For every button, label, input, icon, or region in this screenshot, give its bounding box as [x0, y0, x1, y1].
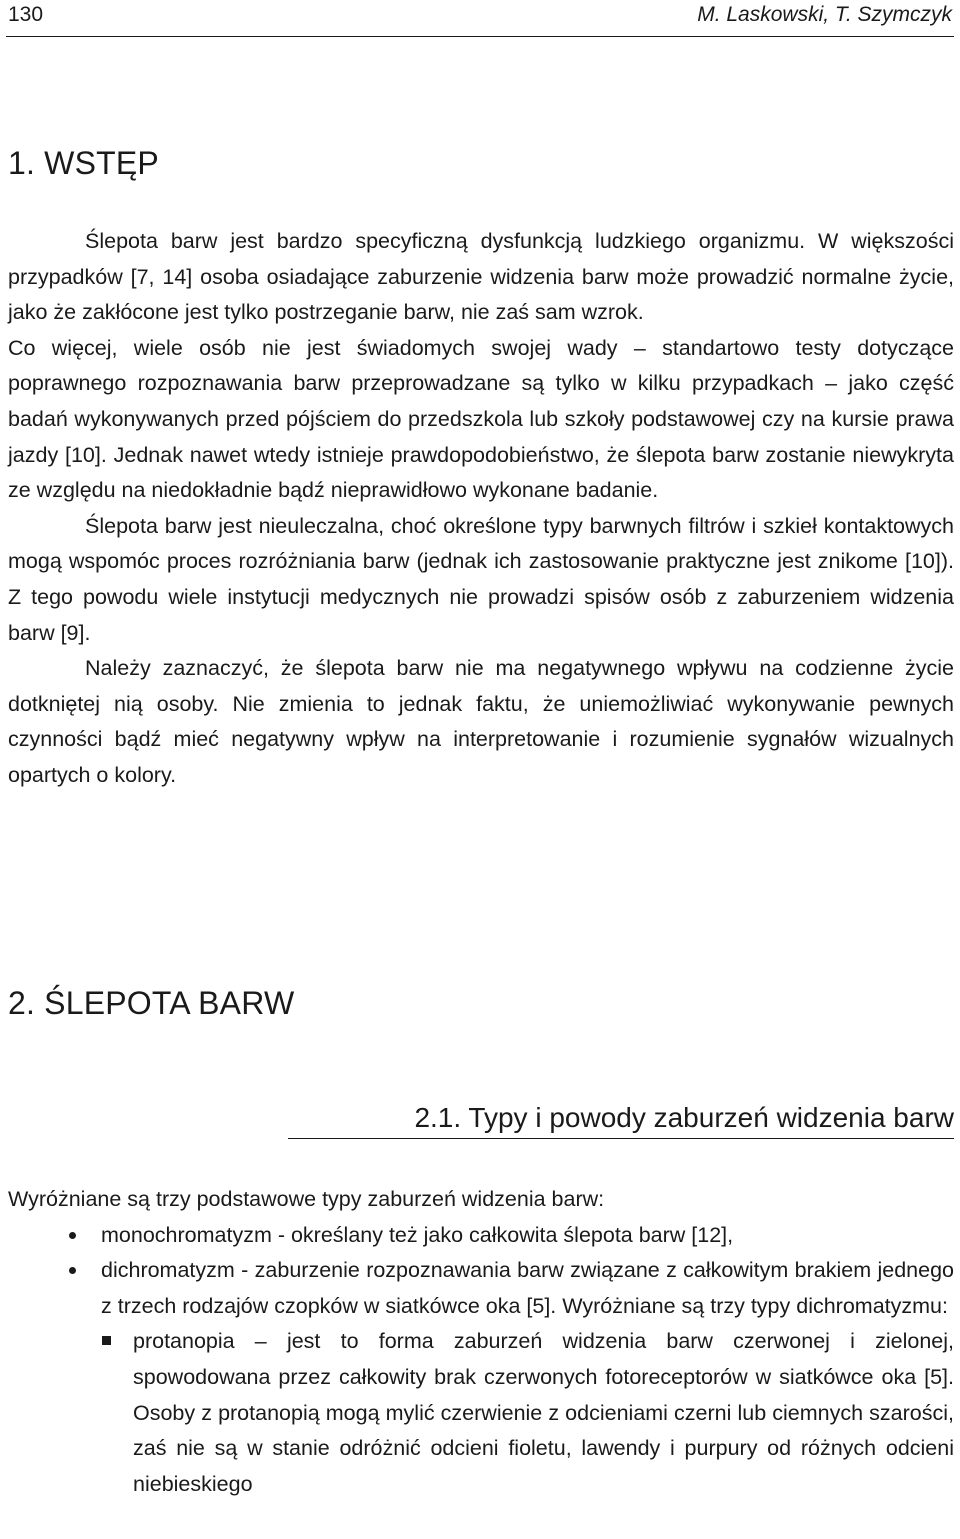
list-item-text: protanopia – jest to forma zaburzeń widzenia barw czerwonej i zielonej, spowodowana przez całkowity brak czerwonych fotoreceptorów w siatkówce oka [5]. Osoby z protanopią mogą mylić czerwienie z odcieniami czerni lub ciemnych szarości, zaś nie są w stanie odróżnić odcieni fioletu, lawendy i purpury od różnych odcieni niebieskiego	[133, 1329, 954, 1496]
section-heading-introduction: 1. WSTĘP	[8, 145, 159, 181]
page-number: 130	[8, 3, 44, 26]
paragraph: Należy zaznaczyć, że ślepota barw nie ma negatywnego wpływu na codzienne życie dotkniętej nią osoby. Nie zmienia to jednak faktu, że uniemożliwiać wykonywanie pewnych czynności bądź mieć negatywny wpływ na interpretowanie i rozumienie sygnałów wizualnych opartych o kolory.	[8, 656, 954, 787]
section-heading-color-blindness: 2. ŚLEPOTA BARW	[8, 985, 295, 1021]
subtypes-list	[101, 1324, 954, 1502]
paragraph: Ślepota barw jest bardzo specyficzną dysfunkcją ludzkiego organizmu. W większości przypadków [7, 14] osoba osiadające zaburzenie widzenia barw może prowadzić normalne życie, jako że zakłócone jest tylko postrzeganie barw, nie zaś sam wzrok.	[8, 229, 954, 325]
introduction-body	[8, 224, 954, 794]
running-header-authors: M. Laskowski, T. Szymczyk	[697, 3, 952, 26]
list-item-text: monochromatyzm - określany też jako całkowita ślepota barw [12],	[101, 1222, 734, 1247]
list-item	[8, 1218, 954, 1254]
types-body	[8, 1182, 954, 1502]
running-header	[6, 0, 954, 37]
list-item	[101, 1324, 954, 1502]
paragraph: Co więcej, wiele osób nie jest świadomych swojej wady – standartowo testy dotyczące poprawnego rozpoznawania barw przeprowadzane są tylko w kilku przypadkach – jako część badań wykonywanych przed pójściem do przedszkola lub szkoły podstawowej czy na kursie prawa jazdy [10]. Jednak nawet wtedy istnieje prawdopodobieństwo, że ślepota barw zostanie niewykryta ze względu na niedokładnie bądź nieprawidłowo wykonane badanie.	[8, 335, 954, 503]
paragraph: Ślepota barw jest nieuleczalna, choć określone typy barwnych filtrów i szkieł kontaktowych mogą wspomóc proces rozróżniania barw (jednak ich zastosowanie praktyczne jest znikome [10]). Z tego powodu wiele instytucji medycznych nie prowadzi spisów osób z zaburzeniem widzenia barw [9].	[8, 513, 954, 645]
list-item-text: dichromatyzm - zaburzenie rozpoznawania barw związane z całkowitym brakiem jednego z trzech rodzajów czopków w siatkówce oka [5]. Wyróżniane są trzy typy dichromatyzmu:	[101, 1258, 954, 1318]
list-item	[8, 1253, 954, 1502]
subsection-heading: 2.1. Typy i powody zaburzeń widzenia barw	[288, 1102, 954, 1139]
paragraph: Wyróżniane są trzy podstawowe typy zaburzeń widzenia barw:	[8, 1187, 605, 1211]
types-list	[8, 1218, 954, 1503]
